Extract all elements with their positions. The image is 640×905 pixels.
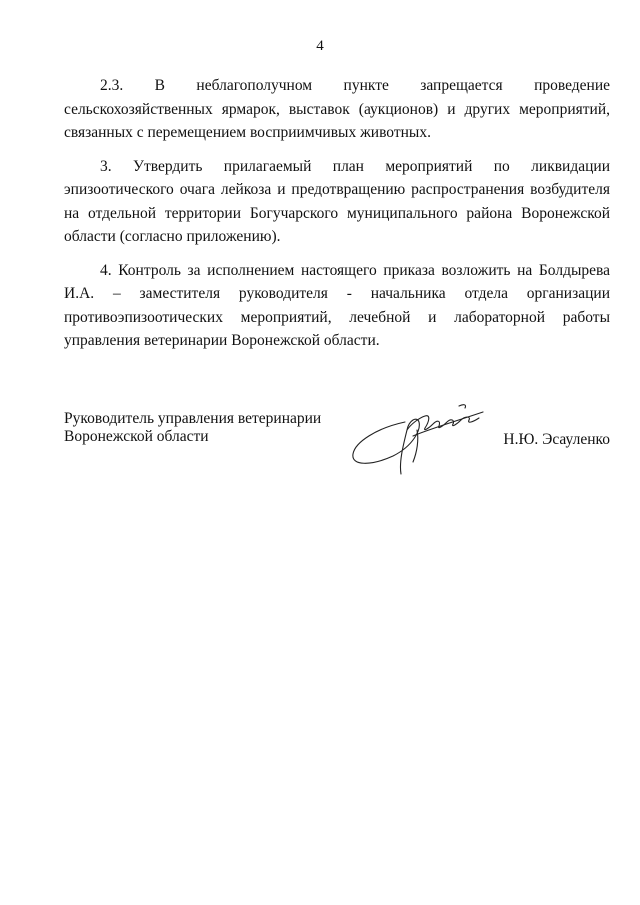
paragraph-3: 3. Утвердить прилагаемый план мероприятий по ликвидации эпизоотического очага лейкоза и предотвращению распространения возбудителя на отдельной территории Богучарского муниципального района Воронежской области (согласно приложению). <box>64 157 610 245</box>
signatory-name: Н.Ю. Эсауленко <box>503 431 610 448</box>
document-body <box>64 74 610 363</box>
signatory-title-line-1: Руководитель управления ветеринарии <box>64 410 322 427</box>
page-number: 4 <box>316 38 324 54</box>
paragraph-2-3: 2.3. В неблагополучном пункте запрещается проведение сельскохозяйственных ярмарок, выставок (аукционов) и других мероприятий, связанных с перемещением восприимчивых животных. <box>64 77 610 141</box>
signature-block <box>64 410 610 480</box>
handwritten-signature <box>347 400 497 480</box>
signatory-title <box>64 410 344 446</box>
signatory-title-line-2: Воронежской области <box>64 428 209 445</box>
paragraph-4: 4. Контроль за исполнением настоящего приказа возложить на Болдырева И.А. – заместителя руководителя - начальника отдела организации противоэпизоотических мероприятий, лечебной и лабораторной работы управления ветеринарии Воронежской области. <box>64 261 610 349</box>
